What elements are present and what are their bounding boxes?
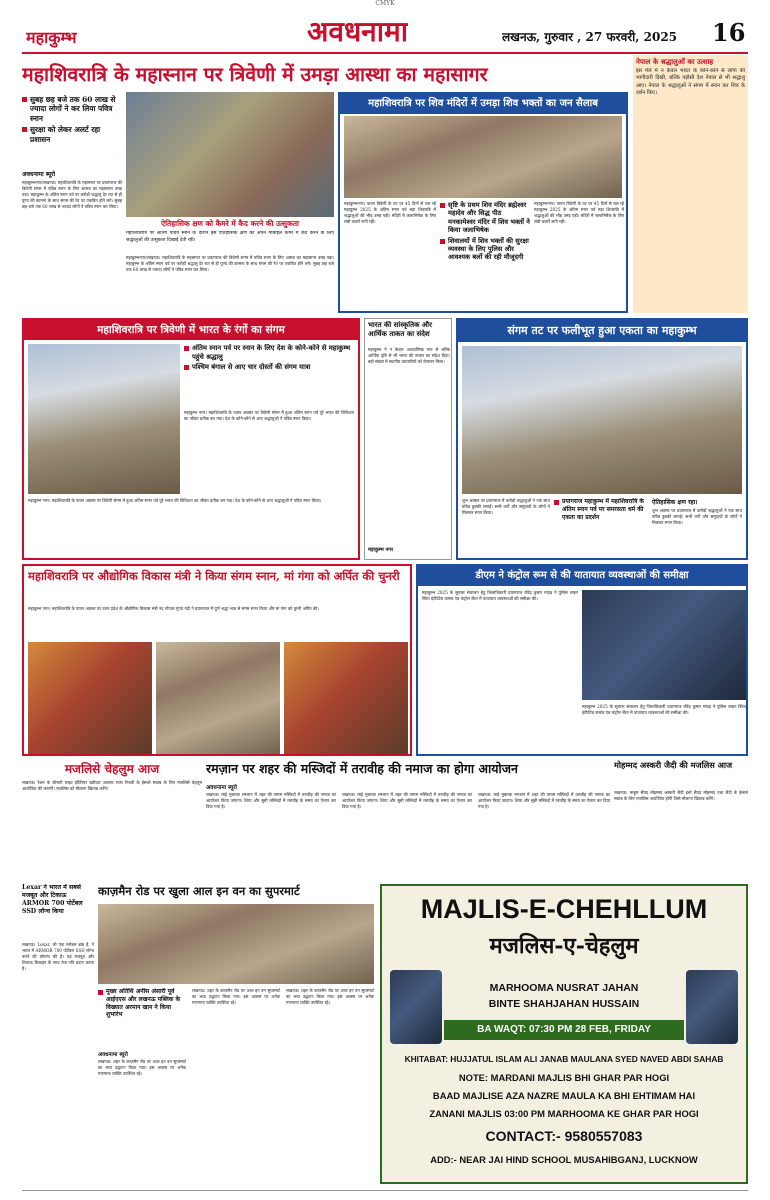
unity-body-right: शुभ अवसर पर प्रयागराज में करोड़ों श्रद्धालुओं ने एक साथ पवित्र डुबकी लगाई। सभी वर्गों और समुदायों के लोगों ने मिलकर स्नान किया।: [652, 508, 742, 526]
minister-photo-3: [284, 642, 408, 754]
ad-portrait-left: [390, 970, 442, 1044]
ramzan-body-2: लखनऊ। माहे मुबारक रमजान में शहर की तमाम मस्जिदों में तरावीह की नमाज का आयोजन किया जाएगा। शिया और सुन्नी मस्जिदों में तरावीह के समय का ऐलान कर दिया गया है।: [342, 792, 472, 810]
kazmain-byline: अवधनामा ब्यूरो: [98, 1052, 128, 1058]
ad-title-hi: मजलिस-ए-चेहलुम: [489, 933, 639, 959]
culture-body: महाकुम्भ ने न केवल आध्यात्मिक रूप से बल्कि आर्थिक दृष्टि से भी भारत की ताकत का संदेश दिया। बड़ी संख्या में स्थानीय व्यापारियों को रोजगार मिला।: [368, 347, 450, 365]
ramzan-byline: अवधनामा ब्यूरो: [206, 785, 237, 791]
lead-photo-caption-body: महाशिवरात्रि पर अंतिम पवित्र स्नान के दौरान इस ऐतिहासिक क्षण को अपने मोबाइल कैमरे में कैद करने के लिए श्रद्धालुओं की उत्सुकता दिखाई देती रही।: [126, 231, 334, 243]
section-label: महाकुम्भ: [26, 28, 77, 47]
colors-body-lower: महाकुम्भ नगर। महाशिवरात्रि के पावन अवसर पर त्रिवेणी संगम में हुआ अंतिम स्नान पर्व पूरे भारत की विविधता का जीवंत प्रतीक बन गया। देश के कोने-कोने से आए श्रद्धालुओं ने पवित्र स्नान किया।: [28, 498, 322, 503]
minister-photo-2: [156, 642, 280, 754]
lexar-headline: Lexar ने भारत में सबसे मजबूत और टिकाऊ ARMOR 700 पोर्टेबल SSD लॉन्च किया: [22, 884, 83, 915]
ad-marhooma: MARHOOMA NUSRAT JAHAN: [489, 982, 639, 994]
majlis-askari-headline: मोहम्मद अस्करी जैदी की मजलिस आज: [614, 760, 733, 770]
footer-rule: [22, 1190, 748, 1191]
minister-box: [22, 564, 412, 756]
shiva-bullet: शिवालयों में शिव भक्तों की सुरक्षा व्यवस्था के लिए पुलिस और आवश्यक बलों की रही मौजूदगी: [440, 237, 530, 262]
lead-body-continued: महाकुम्भनगर/लखनऊ। महाशिवरात्रि के महास्नान पर प्रयागराज की त्रिवेणी संगम में पवित्र स्नान के लिए आस्था का महासागर उमड़ पड़ा। महाकुम्भ के अंतिम स्नान पर्व पर करोड़ों श्रद्धालु देर रात से ही पुण्य की कामना के साथ संगम की रेत पर एकत्रित होने लगे। सुबह छह बजे तक 60 लाख से ज्यादा लोगों ने पवित्र स्नान कर लिया।: [126, 255, 334, 273]
ad-binte: BINTE SHAHJAHAN HUSSAIN: [488, 998, 640, 1010]
unity-bullet: प्रयागराज महाकुम्भ में महाशिवरात्रि के अंतिम स्नान पर्व पर समरसता धर्म की एकता का प्रदर्शन: [554, 498, 648, 521]
shiva-body-continued: महाकुम्भनगर। पावन त्रिवेणी के तट पर 45 दिनों से चल रहे महाकुम्भ 2025 के अंतिम स्नान पर्व महा शिवरात्रि में श्रद्धालुओं की भीड़ उमड़ पड़ी। मंदिरों में जलाभिषेक के लिए लंबी कतारें लगी रहीं।: [534, 201, 624, 225]
colors-bullets: [184, 344, 354, 404]
lead-photo: [126, 92, 334, 217]
unity-headline: संगम तट पर फलीभूत हुआ एकता का महाकुम्भ: [458, 320, 746, 342]
dm-box: [416, 564, 748, 756]
colors-body: महाकुम्भ नगर। महाशिवरात्रि के पावन अवसर पर त्रिवेणी संगम में हुआ अंतिम स्नान पर्व पूरे भारत की विविधता का जीवंत प्रतीक बन गया। देश के कोने-कोने से आए श्रद्धालुओं ने पवित्र स्नान किया।: [184, 410, 354, 422]
unity-box: [456, 318, 748, 560]
shiva-box: [338, 92, 628, 313]
dm-body: महाकुम्भ 2025 के सुचारू संचालन हेतु जिलाधिकारी प्रयागराज रविंद्र कुमार मांदड़ ने पुलिस लाइन स्थित इंटीग्रेटेड कमांड एंड कंट्रोल सेंटर में यातायात व्यवस्थाओं की समीक्षा की।: [422, 590, 578, 602]
kazmain-body-3: लखनऊ। शहर के काज़मैन रोड पर आल इन वन सुपरमार्ट का भव्य उद्घाटन किया गया। इस अवसर पर अनेक गणमान्य व्यक्ति उपस्थित रहे।: [286, 988, 374, 1006]
dateline: लखनऊ, गुरुवार , 27 फरवरी, 2025: [502, 30, 678, 44]
majlis-chehlum-body: लखनऊ। रेशम के कीमती लाइट इंटिरियर खरीदार अफसर राजा रिजवी के ईसाले सवाब के लिए मजलिसे चेहलुम आयोजित की जाएगी। मजलिस को मौलाना खिताब करेंगे।: [22, 780, 202, 792]
ramzan-headline: रमज़ान पर शहर की मस्जिदों में तरावीह की नमाज का होगा आयोजन: [206, 761, 518, 776]
ad-khitabat: KHITABAT: HUJJATUL ISLAM ALI JANAB MAULANA SYED NAVED ABDI SAHAB: [404, 1054, 724, 1064]
majlis-ad: [380, 884, 748, 1184]
colors-headline: महाशिवरात्रि पर त्रिवेणी में भारत के रंगों का संगम: [24, 320, 358, 340]
ad-portrait-right: [686, 970, 738, 1044]
minister-headline: महाशिवरात्रि पर औद्योगिक विकास मंत्री ने किया संगम स्नान, मां गंगा को अर्पित की चुनरी: [28, 569, 400, 583]
lead-bullet: सुबह छह बजे तक 60 लाख से ज्यादा लोगों ने कर लिया पवित्र स्नान: [22, 95, 122, 123]
culture-box: [364, 318, 452, 560]
ad-address: ADD:- NEAR JAI HIND SCHOOL MUSAHIBGANJ, LUCKNOW: [430, 1154, 698, 1165]
nepal-column: [633, 55, 748, 313]
ramzan-box: [206, 760, 610, 880]
cmyk-mark: CMYK: [375, 0, 395, 7]
shiva-headline: महाशिवरात्रि पर शिव मंदिरों में उमड़ा शिव भक्तों का जन सैलाब: [340, 94, 626, 114]
colors-box: [22, 318, 360, 560]
lead-photo-caption: ऐतिहासिक क्षण को कैमरे में कैद करने की उत्सुकता: [161, 219, 299, 228]
dm-body-continued: महाकुम्भ 2025 के सुचारू संचालन हेतु जिलाधिकारी प्रयागराज रविंद्र कुमार मांदड़ ने पुलिस लाइन स्थित इंटीग्रेटेड कमांड एंड कंट्रोल सेंटर में यातायात व्यवस्थाओं की समीक्षा की।: [582, 704, 746, 716]
ramzan-body-3: लखनऊ। माहे मुबारक रमजान में शहर की तमाम मस्जिदों में तरावीह की नमाज का आयोजन किया जाएगा। शिया और सुन्नी मस्जिदों में तरावीह के समय का ऐलान कर दिया गया है।: [478, 792, 610, 810]
lead-body: महाकुम्भनगर/लखनऊ। महाशिवरात्रि के महास्नान पर प्रयागराज की त्रिवेणी संगम में पवित्र स्नान के लिए आस्था का महासागर उमड़ पड़ा। महाकुम्भ के अंतिम स्नान पर्व पर करोड़ों श्रद्धालु देर रात से ही पुण्य की कामना के साथ संगम की रेत पर एकत्रित होने लगे। सुबह छह बजे तक 60 लाख से ज्यादा लोगों ने पवित्र स्नान कर लिया।: [22, 180, 122, 210]
ad-note-1: NOTE: MARDANI MAJLIS BHI GHAR PAR HOGI: [458, 1072, 670, 1083]
culture-headline: भारत की सांस्कृतिक और आर्थिक ताकत का संदेश: [368, 321, 432, 338]
shiva-body: महाकुम्भनगर। पावन त्रिवेणी के तट पर 45 दिनों से चल रहे महाकुम्भ 2025 के अंतिम स्नान पर्व महा शिवरात्रि में श्रद्धालुओं की भीड़ उमड़ पड़ी। मंदिरों में जलाभिषेक के लिए लंबी कतारें लगी रहीं।: [344, 201, 436, 225]
kazmain-box: [98, 884, 374, 1184]
kazmain-body: लखनऊ। शहर के काज़मैन रोड पर आल इन वन सुपरमार्ट का भव्य उद्घाटन किया गया। इस अवसर पर अनेक गणमान्य व्यक्ति उपस्थित रहे।: [98, 1059, 186, 1077]
colors-photo-1: [28, 344, 180, 494]
nepal-body: इस मेले में न केवल भारत के कोने-कोने से लोगों की भागीदारी दिखी, बल्कि पड़ोसी देश नेपाल से भी श्रद्धालु आए। नेपाल के श्रद्धालुओं ने संगम में स्नान कर शिव के दर्शन किए।: [636, 68, 745, 96]
lead-headline: महाशिवरात्रि के महास्नान पर त्रिवेणी में उमड़ा आस्था का महासागर: [22, 63, 488, 86]
shiva-photo: [344, 116, 622, 198]
lead-bullets: [22, 95, 122, 165]
ad-time: BA WAQT: 07:30 PM 28 FEB, FRIDAY: [444, 1020, 684, 1040]
majlis-chehlum-headline: मजलिसे चेहलुम आज: [64, 762, 160, 776]
unity-bullets: [554, 498, 648, 558]
culture-byline: महाकुम्भ नगर: [368, 547, 394, 553]
dm-headline: डीएम ने कंट्रोल रूम से की यातायात व्यवस्थाओं की समीक्षा: [418, 566, 746, 586]
colors-bullet: अंतिम स्नान पर्व पर स्नान के लिए देश के कोने-कोने से महाकुम्भ पहुंचे श्रद्धालु: [184, 344, 354, 361]
kazmain-headline: काज़मैन रोड पर खुला आल इन वन का सुपरमार्ट: [98, 884, 300, 898]
lexar-body: लखनऊ। Lexar, जो एक ग्लोबल ब्रांड है, ने भारत में ARMOR 700 पोर्टेबल SSD लॉन्च करने की घोषणा की है। यह मजबूत और टिकाऊ डिजाइन के साथ तेज गति प्रदान करता है।: [22, 942, 94, 972]
shiva-bullet: सृष्टि के प्रथम शिव मंदिर ब्रह्मेश्वर महादेव और सिद्ध पीठ मनकामेश्वर मंदिर में शिव भक्तों ने किया जलाभिषेक: [440, 201, 530, 235]
page-number: 16: [712, 18, 746, 47]
kazmain-body-2: लखनऊ। शहर के काज़मैन रोड पर आल इन वन सुपरमार्ट का भव्य उद्घाटन किया गया। इस अवसर पर अनेक गणमान्य व्यक्ति उपस्थित रहे।: [192, 988, 280, 1006]
masthead: [22, 10, 748, 54]
colors-bullet: पश्चिम बंगाल से आए चार दोस्तों की संगम यात्रा: [184, 363, 354, 372]
majlis-chehlum-box: [22, 760, 202, 880]
lead-byline: अवधनामा ब्यूरो: [22, 171, 56, 178]
majlis-askari-box: [614, 760, 748, 880]
kazmain-bullets: [98, 988, 186, 1048]
ad-note-2: BAAD MAJLISE AZA NAZRE MAULA KA BHI EHTIMAM HAI: [432, 1090, 696, 1101]
ad-title-en: MAJLIS-E-CHEHLLUM: [420, 894, 708, 924]
shiva-bullets: [440, 201, 530, 311]
kazmain-photo: [98, 904, 374, 984]
kazmain-bullet: मुख्य अतिथि अनीस अंसारी पूर्व आईएएस और लखनऊ पब्लिक के विख्यात अरमान खान ने किया शुभारंभ: [98, 988, 186, 1019]
paper-name: अवधनामा: [307, 15, 408, 48]
lead-bullet: सुरक्षा को लेकर अलर्ट रहा प्रशासन: [22, 125, 122, 144]
ramzan-body: लखनऊ। माहे मुबारक रमजान में शहर की तमाम मस्जिदों में तरावीह की नमाज का आयोजन किया जाएगा। शिया और सुन्नी मस्जिदों में तरावीह के समय का ऐलान कर दिया गया है।: [206, 792, 336, 810]
ad-contact: CONTACT:- 9580557083: [485, 1128, 643, 1144]
dm-photo: [582, 590, 746, 700]
minister-photo-1: [28, 642, 152, 754]
minister-body: महाकुम्भ नगर। महाशिवरात्रि के पावन अवसर पर उत्तर प्रदेश के औद्योगिक विकास मंत्री नंद गोपाल गुप्ता नंदी ने प्रयागराज में पूर्ण श्रद्धा भाव से संगम स्नान किया और मां गंगा को चुनरी अर्पित की।: [28, 606, 319, 611]
unity-photo: [462, 346, 742, 494]
lexar-box: [22, 884, 94, 1184]
unity-body: शुभ अवसर पर प्रयागराज में करोड़ों श्रद्धालुओं ने एक साथ पवित्र डुबकी लगाई। सभी वर्गों और समुदायों के लोगों ने मिलकर स्नान किया।: [462, 498, 550, 516]
unity-photo-caption: ऐतिहासिक क्षण रहा।: [652, 499, 698, 506]
ad-note-3: ZANANI MAJLIS 03:00 PM MARHOOMA KE GHAR PAR HOGI: [429, 1108, 699, 1119]
nepal-headline: नेपाल के श्रद्धालुओं का उत्साह: [636, 57, 714, 66]
majlis-askari-body: लखनऊ। मरहूम सैयद मोहम्मद अस्करी जैदी इब्ने सैयद मोहम्मद रज़ा जैदी के ईसाले सवाब के लिए मजलिस आयोजित होगी जिसे मौलाना खिताब करेंगे।: [614, 790, 748, 802]
